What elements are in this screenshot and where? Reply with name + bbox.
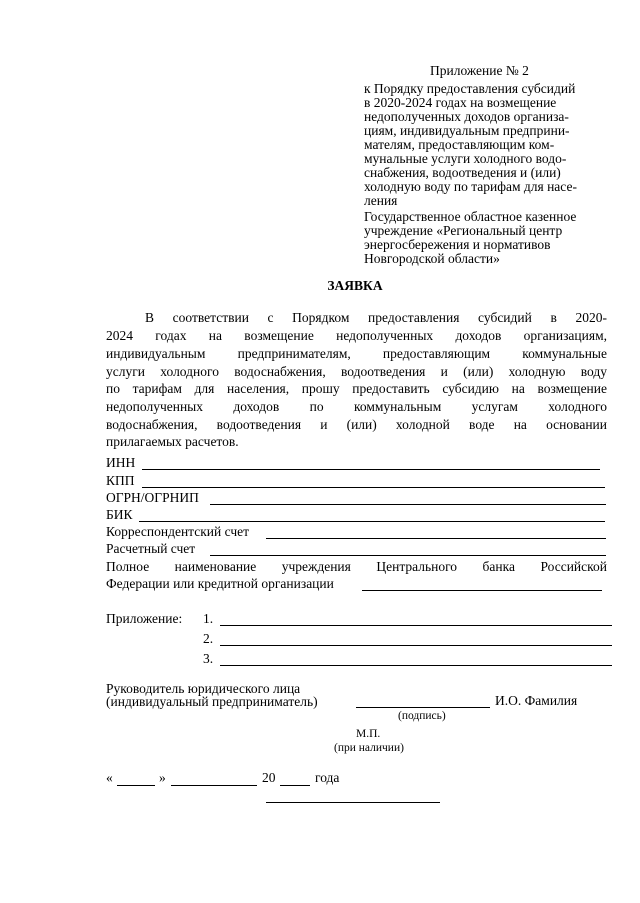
- appendix-reference: [364, 82, 606, 208]
- attachment-number: 2.: [203, 631, 214, 646]
- appendix-line: недополученных доходов организа-: [364, 109, 569, 124]
- attachments-label: Приложение:: [106, 611, 183, 626]
- kpp-field[interactable]: [142, 487, 605, 488]
- appendix-line: холодную воду по тарифам для насе-: [364, 179, 577, 194]
- appendix-line: циям, индивидуальным предприни-: [364, 123, 570, 138]
- bik-field[interactable]: [139, 521, 605, 522]
- corr-account-field[interactable]: [266, 538, 606, 539]
- recipient-line: Новгородской области»: [364, 251, 500, 266]
- signature-role-cont: (индивидуальный предприниматель): [106, 694, 318, 709]
- attachment-field-2[interactable]: [220, 645, 612, 646]
- body-line: В соответствии с Порядком предоставления субсидий в 2020-: [145, 310, 607, 325]
- ogrn-label: ОГРН/ОГРНИП: [106, 490, 199, 505]
- recipient-line: энергосбережения и нормативов: [364, 237, 551, 252]
- date-year-prefix: 20: [262, 770, 276, 785]
- bank-name-label-cont: Федерации или кредитной организации: [106, 576, 334, 591]
- appendix-line: мунальные услуги холодного водо-: [364, 151, 567, 166]
- document-title: ЗАЯВКА: [327, 278, 383, 293]
- recipient-line: Государственное областное казенное: [364, 209, 577, 224]
- appendix-line: ления: [364, 193, 398, 208]
- inn-field[interactable]: [142, 469, 600, 470]
- body-line: по тарифам для населения, прошу предоставить субсидию на возмещение: [106, 381, 607, 396]
- appendix-line: мателям, предоставляющим ком-: [364, 137, 555, 152]
- footer-separator: [266, 802, 440, 803]
- date-day-field[interactable]: [117, 785, 155, 786]
- body-line: услуги холодного водоснабжения, водоотведения и (или) холодную воду: [106, 364, 607, 379]
- bank-name-field[interactable]: [362, 590, 602, 591]
- body-line: индивидуальным предпринимателям, предоставляющим коммунальные: [106, 346, 607, 361]
- attachment-field-1[interactable]: [220, 625, 612, 626]
- appendix-line: к Порядку предоставления субсидий: [364, 81, 576, 96]
- appendix-line: снабжения, водоотведения и (или): [364, 165, 561, 180]
- date-open-quote: «: [106, 770, 113, 785]
- inn-label: ИНН: [106, 455, 136, 470]
- bik-label: БИК: [106, 507, 133, 522]
- recipient-block: [364, 210, 614, 266]
- date-year-field[interactable]: [280, 785, 310, 786]
- ogrn-field[interactable]: [210, 504, 606, 505]
- body-line: 2024 годах на возмещение недополученных доходов организациям,: [106, 328, 607, 343]
- body-line: водоснабжения, водоотведения и (или) холодной воде на основании: [106, 417, 607, 432]
- date-year-suffix: года: [315, 770, 340, 785]
- signature-role: Руководитель юридического лица: [106, 681, 301, 696]
- attachment-number: 3.: [203, 651, 214, 666]
- recipient-line: учреждение «Региональный центр: [364, 223, 563, 238]
- corr-account-label: Корреспондентский счет: [106, 524, 250, 539]
- stamp-note: (при наличии): [334, 742, 404, 754]
- date-month-field[interactable]: [171, 785, 257, 786]
- signatory-name: И.О. Фамилия: [495, 693, 578, 708]
- body-line: прилагаемых расчетов.: [106, 434, 239, 449]
- kpp-label: КПП: [106, 473, 135, 488]
- stamp-label: М.П.: [356, 728, 381, 740]
- attachment-number: 1.: [203, 611, 214, 626]
- appendix-line: в 2020-2024 годах на возмещение: [364, 95, 557, 110]
- settlement-account-field[interactable]: [210, 555, 606, 556]
- body-line: недополученных доходов по коммунальным услугам холодного: [106, 399, 607, 414]
- settlement-account-label: Расчетный счет: [106, 541, 196, 556]
- appendix-title: Приложение № 2: [430, 63, 529, 78]
- attachment-field-3[interactable]: [220, 665, 612, 666]
- signature-caption: (подпись): [398, 710, 446, 722]
- bank-name-label: Полное наименование учреждения Центрального банка Российской: [106, 559, 607, 574]
- date-close-quote: »: [159, 770, 166, 785]
